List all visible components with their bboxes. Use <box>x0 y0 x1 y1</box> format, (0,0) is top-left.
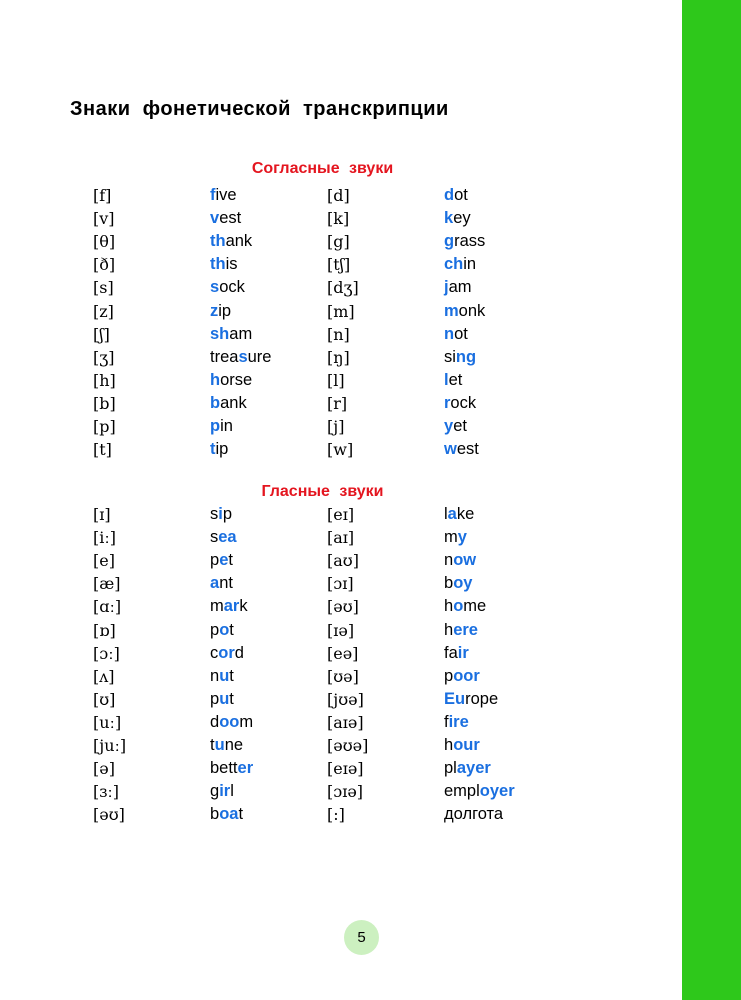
example-word <box>210 369 252 392</box>
phonetic-symbol: [jʊə] <box>327 689 364 709</box>
word-prefix: долгота <box>444 805 504 824</box>
table-row <box>0 526 682 549</box>
phonetic-symbol: [eə] <box>327 643 359 663</box>
example-word <box>210 780 234 803</box>
word-highlight: l <box>444 370 449 389</box>
table-row <box>0 323 682 346</box>
word-suffix: rass <box>454 232 486 251</box>
word-highlight: h <box>210 370 221 389</box>
example-word <box>210 665 234 688</box>
word-prefix: n <box>210 666 220 685</box>
phonetic-symbol: [h] <box>93 370 116 390</box>
phonetic-symbol: [juː] <box>93 736 127 755</box>
phonetic-symbol: [aʊ] <box>327 551 359 571</box>
word-highlight: j <box>444 278 449 297</box>
table-row <box>0 253 682 276</box>
word-suffix: in <box>220 417 233 435</box>
phonetic-symbol: [əʊə] <box>327 736 369 755</box>
example-word <box>210 711 253 734</box>
table-row <box>0 757 682 780</box>
word-suffix: m <box>239 712 254 731</box>
example-word <box>444 711 469 734</box>
word-highlight: ch <box>444 255 464 274</box>
phonetic-symbol: [ð] <box>93 255 116 275</box>
example-word <box>444 346 476 369</box>
example-word <box>210 323 252 346</box>
phonetic-symbol: [m] <box>327 301 355 321</box>
table-row <box>0 780 682 803</box>
word-highlight: Eu <box>444 689 466 708</box>
phonetic-symbol: [v] <box>93 209 115 229</box>
word-prefix: b <box>210 805 220 824</box>
example-word <box>444 803 503 826</box>
word-highlight: r <box>444 393 451 412</box>
example-word <box>210 734 243 757</box>
word-suffix: t <box>229 620 234 639</box>
word-highlight: u <box>214 736 225 754</box>
table-row <box>0 688 682 711</box>
word-highlight: our <box>453 736 480 754</box>
phonetic-symbol: [e] <box>93 551 115 571</box>
example-word <box>444 438 479 461</box>
phonetic-symbol: [əʊ] <box>327 597 359 617</box>
word-highlight: sh <box>210 324 230 343</box>
word-highlight: d <box>444 186 455 204</box>
phonetic-symbol: [z] <box>93 301 114 321</box>
phonetic-symbol: [ʃ] <box>93 324 110 344</box>
word-prefix: m <box>444 528 458 547</box>
word-highlight: b <box>210 393 221 412</box>
word-suffix: ot <box>454 186 468 204</box>
side-color-strip <box>682 0 741 1000</box>
word-prefix: fa <box>444 643 458 662</box>
phonetic-symbol: [r] <box>327 393 348 413</box>
word-highlight: oy <box>453 574 473 593</box>
phonetic-symbol: [ɜː] <box>93 782 120 802</box>
example-word <box>210 688 234 711</box>
word-highlight: g <box>444 232 455 251</box>
phonetic-symbol: [w] <box>327 440 354 460</box>
table-row <box>0 207 682 230</box>
phonetic-symbol: [ɪə] <box>327 620 355 640</box>
word-suffix: et <box>448 370 463 389</box>
phonetic-symbol: [θ] <box>93 232 116 252</box>
word-prefix: d <box>210 712 220 731</box>
word-highlight: s <box>238 347 248 366</box>
word-highlight: v <box>210 209 220 228</box>
word-suffix: nt <box>219 574 233 593</box>
word-prefix: f <box>444 712 449 731</box>
phonetic-symbol: [d] <box>327 186 350 205</box>
phonetic-symbol: [ɔɪ] <box>327 574 354 594</box>
example-word <box>210 300 231 323</box>
example-word <box>444 642 469 665</box>
word-prefix: g <box>210 782 220 801</box>
word-highlight: th <box>210 232 226 251</box>
word-highlight: e <box>219 551 229 570</box>
table-row <box>0 595 682 618</box>
word-highlight: ir <box>219 782 231 801</box>
phonetic-symbol: [ʊə] <box>327 666 359 686</box>
word-prefix: c <box>210 643 219 662</box>
example-word <box>444 780 515 803</box>
example-word <box>444 230 485 253</box>
page-title: Знаки фонетической транскрипции <box>70 98 449 120</box>
word-suffix: in <box>463 255 477 274</box>
word-suffix: ank <box>220 393 247 412</box>
example-word <box>210 549 233 572</box>
example-word <box>210 392 247 415</box>
table-row <box>0 619 682 642</box>
example-word <box>210 803 243 826</box>
phonetic-symbol: [tʃ] <box>327 255 351 275</box>
word-prefix: b <box>444 574 454 593</box>
table-row <box>0 415 682 438</box>
word-suffix: me <box>463 597 487 616</box>
example-word <box>444 300 485 323</box>
phonetic-symbol: [:] <box>327 805 345 825</box>
example-word <box>210 230 252 253</box>
page-number-badge <box>344 920 379 955</box>
word-highlight: ea <box>218 528 237 547</box>
table-row <box>0 438 682 461</box>
example-word <box>444 323 468 346</box>
word-prefix: trea <box>210 347 239 366</box>
word-prefix: h <box>444 620 454 639</box>
phonetic-symbol: [eɪ] <box>327 505 355 524</box>
word-highlight: u <box>219 689 230 708</box>
word-suffix: am <box>229 324 253 343</box>
consonants-section-title: Согласные звуки <box>251 160 394 177</box>
word-prefix: bett <box>210 759 238 778</box>
word-highlight: z <box>210 301 219 320</box>
phonetic-symbol: [f] <box>93 186 112 205</box>
word-highlight: a <box>210 574 220 593</box>
table-row <box>0 300 682 323</box>
example-word <box>444 526 467 549</box>
example-word <box>210 757 253 780</box>
table-row <box>0 549 682 572</box>
table-row <box>0 642 682 665</box>
example-word <box>210 572 233 595</box>
phonetic-symbol: [t] <box>93 440 112 460</box>
word-highlight: oor <box>453 666 480 685</box>
table-row <box>0 230 682 253</box>
word-prefix: s <box>210 505 219 523</box>
example-word <box>444 503 474 526</box>
word-highlight: t <box>210 440 216 459</box>
example-word <box>444 688 498 711</box>
word-prefix: m <box>210 597 224 616</box>
word-highlight: m <box>444 301 459 320</box>
word-suffix: k <box>239 597 248 616</box>
phonetic-symbol: [k] <box>327 209 350 229</box>
word-suffix: ey <box>453 209 471 228</box>
word-suffix: ip <box>215 440 229 459</box>
phonetic-symbol: [p] <box>93 417 116 436</box>
table-row <box>0 346 682 369</box>
example-word <box>210 503 232 526</box>
phonetic-symbol: [ʌ] <box>93 666 115 686</box>
phonetic-symbol: [ɔː] <box>93 643 120 663</box>
phonetic-symbol: [ɪ] <box>93 505 111 524</box>
word-highlight: s <box>210 278 220 297</box>
example-word <box>444 392 476 415</box>
phonetic-symbol: [iː] <box>93 528 116 548</box>
phonetic-symbol: [ŋ] <box>327 347 350 367</box>
word-highlight: oa <box>219 805 239 824</box>
table-row <box>0 711 682 734</box>
phonetic-symbol: [ə] <box>93 759 115 779</box>
word-highlight: ir <box>457 643 469 662</box>
word-highlight: a <box>447 505 457 523</box>
phonetic-symbol: [s] <box>93 278 114 298</box>
word-highlight: oyer <box>479 782 515 801</box>
word-suffix: ke <box>456 505 475 523</box>
example-word <box>444 665 480 688</box>
word-highlight: ar <box>223 597 240 616</box>
example-word <box>444 415 467 438</box>
word-highlight: ayer <box>456 759 491 778</box>
example-word <box>444 619 478 642</box>
example-word <box>444 253 476 276</box>
phonetic-symbol: [g] <box>327 232 350 252</box>
word-highlight: ere <box>453 620 478 639</box>
phonetic-symbol: [eɪə] <box>327 759 364 779</box>
word-suffix: t <box>229 666 234 685</box>
word-suffix: p <box>222 505 233 523</box>
word-suffix: ot <box>454 324 468 343</box>
word-suffix: et <box>453 417 467 435</box>
table-row <box>0 392 682 415</box>
word-suffix: ock <box>450 393 477 412</box>
phonetic-symbol: [aɪə] <box>327 712 364 732</box>
word-suffix: rope <box>465 689 499 708</box>
example-word <box>210 642 244 665</box>
example-word <box>444 572 472 595</box>
phonetic-symbol: [dʒ] <box>327 278 359 298</box>
phonetic-symbol: [l] <box>327 370 345 390</box>
table-row <box>0 184 682 207</box>
example-word <box>210 253 238 276</box>
example-word <box>444 276 472 299</box>
example-word <box>210 595 248 618</box>
table-row <box>0 734 682 757</box>
example-word <box>210 415 233 438</box>
vowels-section-title: Гласные звуки <box>261 483 384 500</box>
example-word <box>444 184 468 207</box>
word-prefix: p <box>210 689 220 708</box>
phonetic-symbol: [ɑː] <box>93 597 122 617</box>
word-prefix: p <box>444 666 454 685</box>
example-word <box>444 757 491 780</box>
word-highlight: ow <box>453 551 477 570</box>
word-prefix: h <box>444 597 454 616</box>
word-highlight: er <box>237 759 254 778</box>
example-word <box>444 549 476 572</box>
example-word <box>444 207 471 230</box>
word-suffix: ock <box>219 278 245 297</box>
word-highlight: th <box>210 255 226 274</box>
example-word <box>210 207 241 230</box>
example-word <box>210 526 237 549</box>
table-row <box>0 572 682 595</box>
phonetic-symbol: [əʊ] <box>93 805 125 825</box>
phonetic-symbol: [j] <box>327 417 345 436</box>
word-suffix: ive <box>215 186 237 204</box>
word-suffix: t <box>228 551 233 570</box>
word-prefix: p <box>210 620 220 639</box>
example-word <box>210 276 245 299</box>
phonetic-symbol: [æ] <box>93 574 121 594</box>
example-word <box>210 438 228 461</box>
word-prefix: si <box>444 347 456 366</box>
word-highlight: ng <box>455 347 477 366</box>
word-highlight: u <box>219 666 230 685</box>
table-row <box>0 803 682 826</box>
word-suffix: am <box>448 278 472 297</box>
phonetic-symbol: [n] <box>327 324 350 344</box>
word-highlight: y <box>444 417 454 435</box>
word-suffix: is <box>225 255 238 274</box>
word-highlight: i <box>218 505 223 523</box>
example-word <box>210 619 234 642</box>
table-row <box>0 503 682 526</box>
phonetic-symbol: [ɒ] <box>93 620 116 640</box>
word-suffix: ank <box>225 232 253 251</box>
page-number: 5 <box>357 929 366 946</box>
word-highlight: oo <box>219 712 240 731</box>
table-row <box>0 369 682 392</box>
word-highlight: or <box>218 643 235 662</box>
phonetic-symbol: [ɔɪə] <box>327 782 364 802</box>
word-highlight: f <box>210 186 216 204</box>
word-highlight: o <box>453 597 464 616</box>
word-suffix: ne <box>224 736 244 754</box>
phonetic-symbol: [b] <box>93 393 116 413</box>
word-suffix: orse <box>220 370 253 389</box>
phonetic-symbol: [aɪ] <box>327 528 355 548</box>
table-row <box>0 665 682 688</box>
word-suffix: est <box>456 440 479 459</box>
phonetic-symbol: [uː] <box>93 712 122 732</box>
phonetic-symbol: [ʒ] <box>93 347 115 367</box>
word-highlight: w <box>444 440 457 459</box>
phonetic-symbol: [ʊ] <box>93 689 116 709</box>
word-prefix: n <box>444 551 454 570</box>
word-suffix: t <box>229 689 234 708</box>
word-prefix: s <box>210 528 219 547</box>
word-suffix: t <box>238 805 244 824</box>
example-word <box>444 734 480 757</box>
table-row <box>0 276 682 299</box>
word-suffix: onk <box>458 301 486 320</box>
word-highlight: n <box>444 324 455 343</box>
word-highlight: k <box>444 209 454 228</box>
word-suffix: d <box>234 643 244 662</box>
word-prefix: h <box>444 736 454 754</box>
example-word <box>210 184 237 207</box>
word-suffix: est <box>219 209 242 228</box>
example-word <box>444 595 486 618</box>
word-highlight: o <box>219 620 230 639</box>
word-prefix: p <box>210 551 220 570</box>
word-prefix: pl <box>444 759 457 778</box>
word-suffix: ip <box>218 301 232 320</box>
word-prefix: empl <box>444 782 480 801</box>
word-highlight: y <box>457 528 467 547</box>
word-suffix: l <box>230 782 234 801</box>
word-prefix: t <box>210 736 215 754</box>
word-prefix: l <box>444 505 448 523</box>
word-highlight: ire <box>448 712 469 731</box>
example-word <box>444 369 462 392</box>
example-word <box>210 346 271 369</box>
word-suffix: ure <box>247 347 272 366</box>
word-highlight: p <box>210 417 221 435</box>
